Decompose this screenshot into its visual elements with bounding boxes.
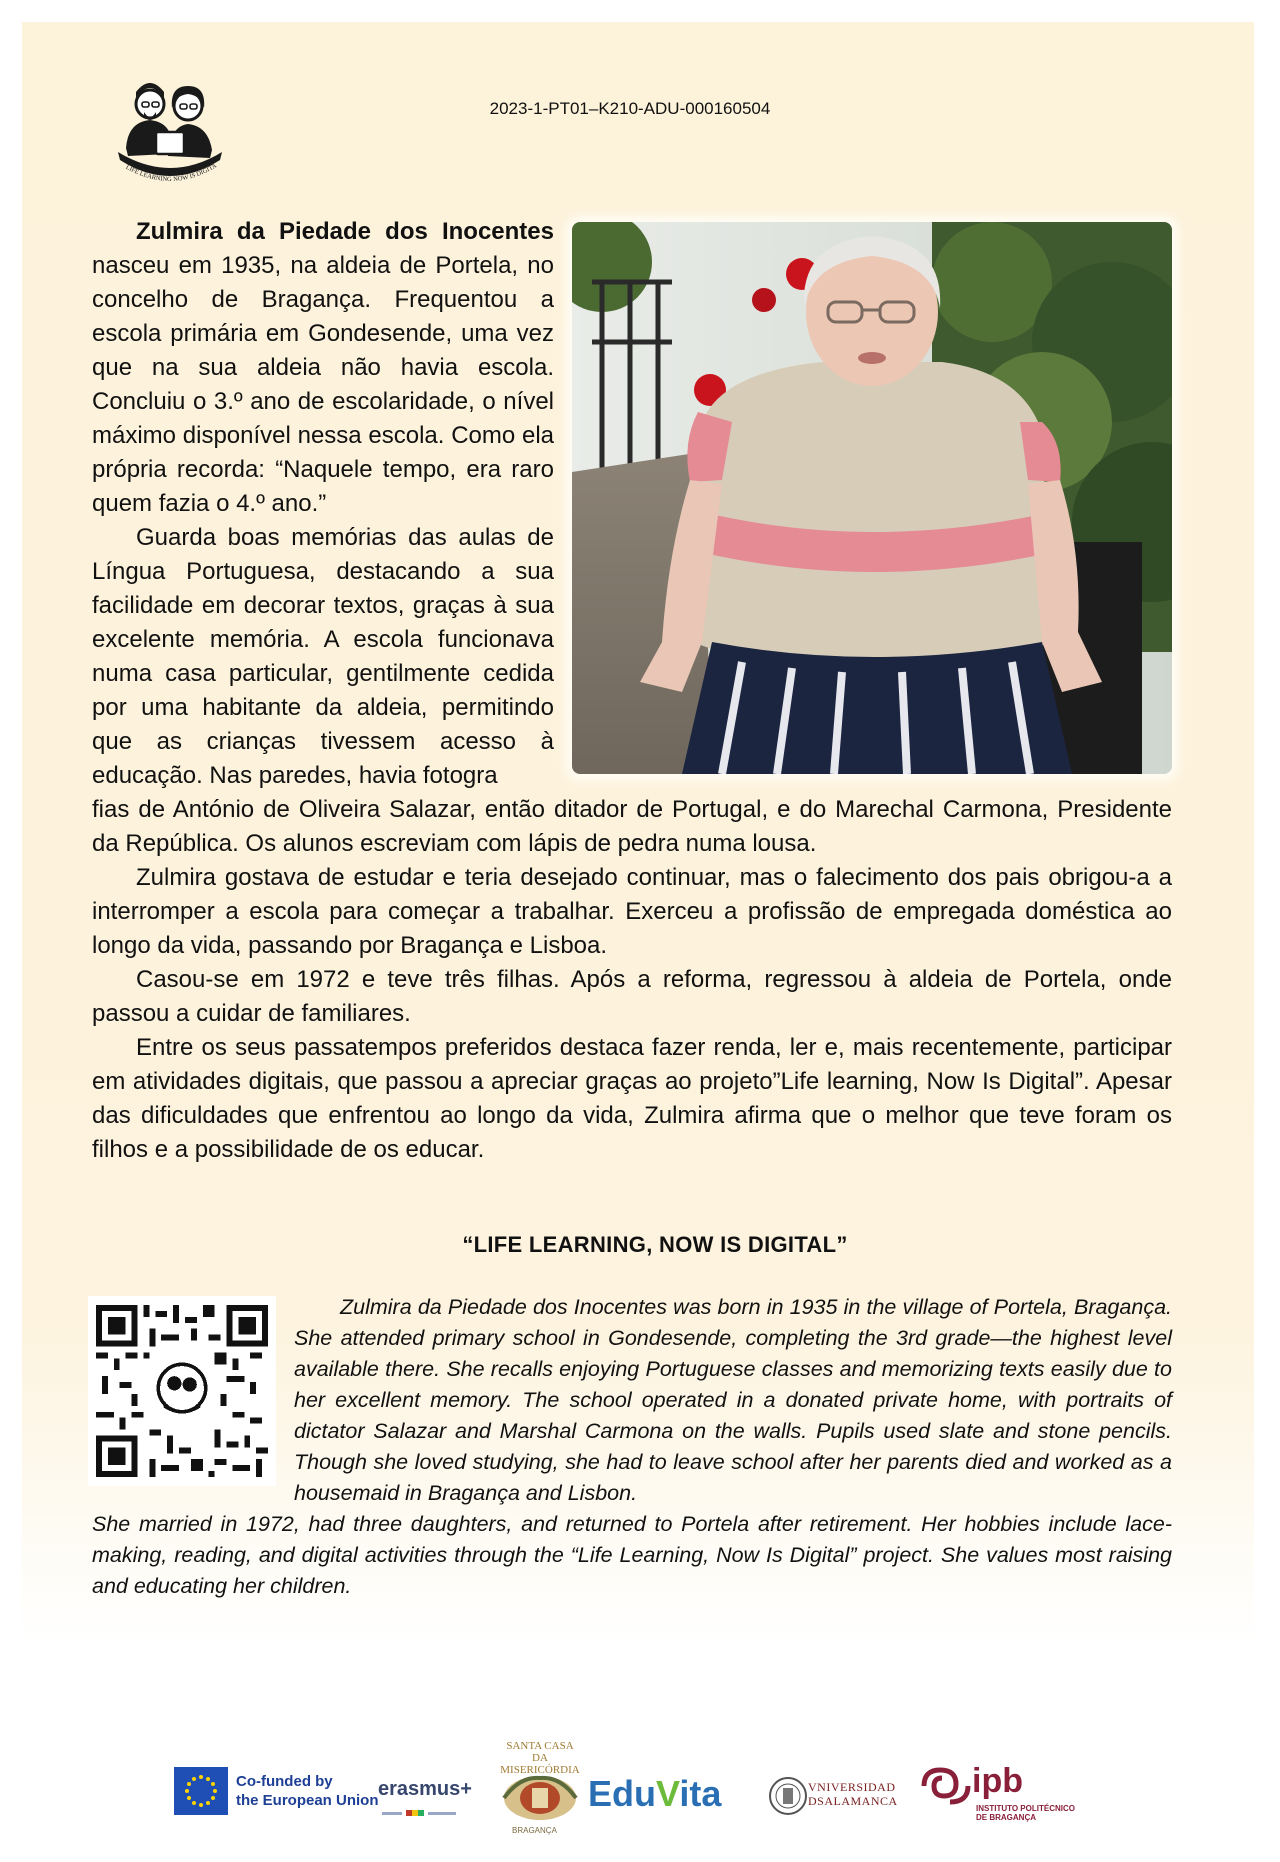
usal-line-2: DSALAMANCA — [808, 1794, 898, 1808]
story-pt-paragraph-3: Zulmira gostava de estudar e teria desejado continuar, mas o falecimento dos pais obrigou-a a interromper a escola para começar a trabalhar. Exerceu a profissão de empregada doméstica ao longo da vida, passando por Bragança e Lisboa. — [92, 864, 1172, 959]
story-pt-wide — [92, 793, 1172, 1167]
project-logo — [108, 74, 232, 192]
eu-cofunded-label — [236, 1772, 379, 1810]
story-pt-column — [92, 215, 554, 793]
santa-casa-line-1: SANTA CASA — [506, 1740, 574, 1752]
story-pt-paragraph-5: Entre os seus passatempos preferidos destaca fazer renda, ler e, mais recentemente, participar em atividades digitais, que passou a apreciar graças ao projeto”Life learning, Now Is Digital”. Apesar das dificuldades que enfrentou ao longo da vida, Zulmira afirma que o melhor que teve foram os filhos e a possibilidade de os educar. — [92, 1034, 1172, 1163]
eduvita-logo — [588, 1773, 721, 1815]
erasmus-sub-mark — [382, 1808, 462, 1820]
santa-casa-line-2: DA MISERICÓRDIA — [500, 1752, 580, 1776]
ipb-sub-line-2: DE BRAGANÇA — [976, 1813, 1036, 1822]
usal-line-1: VNIVERSIDAD — [808, 1780, 896, 1794]
santa-casa-crest-icon — [500, 1770, 580, 1824]
eu-flag-icon — [174, 1767, 228, 1815]
summary-en-wide — [92, 1509, 1172, 1602]
story-pt-paragraph-1-text: nasceu em 1935, na aldeia de Portela, no concelho de Bragança. Frequentou a escola primária em Gondesende, uma vez que na sua aldeia não havia escola. Concluiu o 3.º ano de escolaridade, o nível máximo disponível nessa escola. Como ela própria recorda: “Naquele tempo, era raro quem fazia o 4.º ano.” — [92, 252, 554, 517]
story-pt-paragraph-1 — [92, 215, 554, 521]
usal-logo — [808, 1780, 898, 1808]
partner-logos — [0, 1740, 1280, 1840]
ipb-sub-line-1: INSTITUTO POLITÉCNICO — [976, 1804, 1075, 1813]
ipb-subtitle — [976, 1804, 1075, 1822]
summary-en-part-1: Zulmira da Piedade dos Inocentes was born in 1935 in the village of Portela, Bragança. She attended primary school in Gondesende, completing the 3rd grade—the highest level available there. She recalls enjoying Portuguese classes and memorizing texts easily due to her excellent memory. The school operated in a donated private home, with portraits of dictator Salazar and Marshal Carmona on the walls. Pupils used slate and stone pencils. Though she loved studying, she had to leave school after her parents died and worked as a housemaid in Bragança and Lisbon. — [294, 1295, 1172, 1505]
eu-line-2: the European Union — [236, 1792, 379, 1809]
section-title: “LIFE LEARNING, NOW IS DIGITAL” — [462, 1232, 848, 1257]
summary-en-column — [294, 1292, 1172, 1509]
eduvita-label: EduVita — [588, 1773, 722, 1814]
usal-seal-icon — [768, 1774, 808, 1818]
qr-code[interactable] — [88, 1296, 276, 1486]
story-pt-paragraph-2a: Guarda boas memórias das aulas de Língua Portuguesa, destacando a sua facilidade em decorar textos, graças à sua excelente memória. A escola funcionava numa casa particular, gentilmente cedida por uma habitante da aldeia, permitindo que as crianças tivessem acesso à educação. Nas paredes, havia fotogra — [92, 524, 554, 789]
eu-line-1: Co-funded by — [236, 1773, 333, 1790]
ipb-logo: ipb — [972, 1762, 1023, 1800]
portrait-photo — [572, 222, 1172, 774]
story-pt-paragraph-4: Casou-se em 1972 e teve três filhas. Após a reforma, regressou à aldeia de Portela, onde passou a cuidar de familiares. — [92, 966, 1172, 1027]
santa-casa-line-3: BRAGANÇA — [512, 1826, 557, 1835]
story-pt-paragraph-2b: fias de António de Oliveira Salazar, então ditador de Portugal, e do Marechal Carmona, Presidente da República. Os alunos escreviam com lápis de pedra numa lousa. — [92, 796, 1172, 857]
logo-ring-text: LIFE LEARNING NOW IS DIGITA — [124, 162, 218, 184]
erasmus-logo: erasmus+ — [378, 1778, 472, 1800]
ipb-emblem-icon — [920, 1766, 972, 1806]
project-code: 2023-1-PT01–K210-ADU-000160504 — [489, 99, 771, 118]
summary-en-part-2: She married in 1972, had three daughters, and returned to Portela after retirement. Her hobbies include lace-making, reading, and digital activities through the “Life Learning, Now Is Digital” project. She values most raising and educating her children. — [92, 1512, 1172, 1598]
subject-name: Zulmira da Piedade dos Inocentes — [136, 218, 554, 245]
